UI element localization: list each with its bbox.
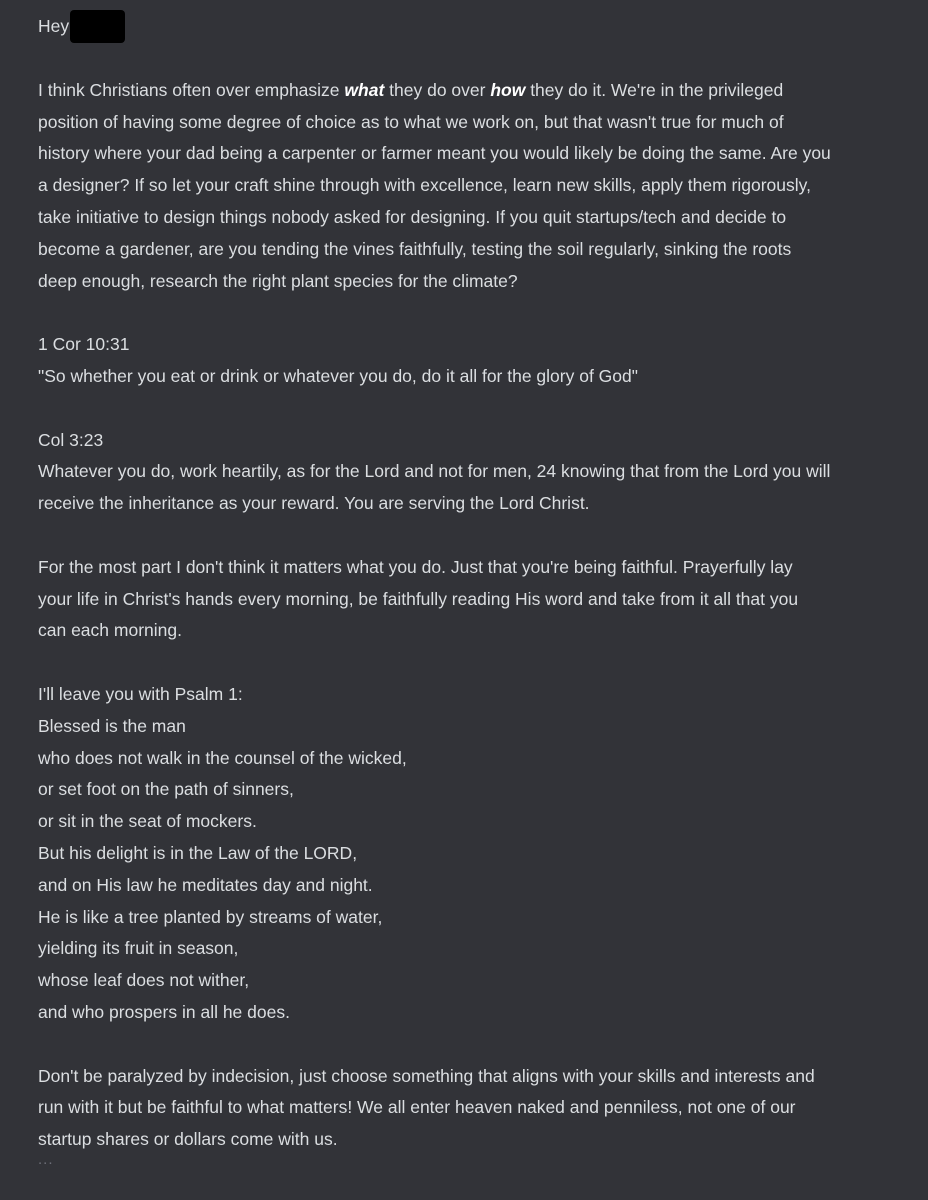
verse-text-line: receive the inheritance as your reward. You are serving the Lord Christ.	[38, 493, 590, 514]
text-segment: they do it. We're in the privileged	[525, 79, 784, 100]
greeting-text: Hey	[38, 15, 70, 36]
paragraph-line: your life in Christ's hands every morning, be faithfully reading His word and take from it all that you	[38, 588, 799, 609]
psalm-line: or set foot on the path of sinners,	[38, 779, 294, 800]
psalm-intro: I'll leave you with Psalm 1:	[38, 683, 243, 704]
paragraph-faithful	[38, 552, 898, 647]
paragraph-line: can each morning.	[38, 620, 182, 641]
verse-col	[38, 425, 898, 520]
redacted-name-box	[70, 10, 125, 43]
verse-reference: Col 3:23	[38, 429, 104, 450]
paragraph-line: take initiative to design things nobody asked for designing. If you quit startups/tech and decide to	[38, 206, 787, 227]
paragraph-line: startup shares or dollars come with us.	[38, 1129, 338, 1150]
paragraph-line: run with it but be faithful to what matters! We all enter heaven naked and penniless, not one of our	[38, 1097, 796, 1118]
psalm-line: But his delight is in the Law of the LORD,	[38, 842, 358, 863]
paragraph-craft	[38, 75, 898, 298]
text-segment: they do over	[384, 79, 491, 100]
paragraph-line: a designer? If so let your craft shine through with excellence, learn new skills, apply them rigorously,	[38, 175, 811, 196]
text-segment: I think Christians often over emphasize	[38, 79, 345, 100]
paragraph-decision	[38, 1061, 898, 1156]
psalm-1-block	[38, 679, 898, 1029]
psalm-line: He is like a tree planted by streams of water,	[38, 906, 383, 927]
psalm-line: Blessed is the man	[38, 715, 186, 736]
truncation-ellipsis[interactable]: ...	[38, 1150, 54, 1168]
psalm-line: and who prospers in all he does.	[38, 1001, 290, 1022]
emphasis-how: how	[490, 79, 526, 100]
greeting-line	[38, 10, 898, 43]
paragraph-line: For the most part I don't think it matters what you do. Just that you're being faithful. Prayerfully lay	[38, 556, 793, 577]
psalm-line: and on His law he meditates day and night.	[38, 874, 373, 895]
psalm-line: who does not walk in the counsel of the wicked,	[38, 747, 407, 768]
psalm-line: yielding its fruit in season,	[38, 938, 239, 959]
message-body	[38, 10, 898, 1170]
paragraph-line: position of having some degree of choice as to what we work on, but that wasn't true for much of	[38, 111, 784, 132]
paragraph-line: Don't be paralyzed by indecision, just choose something that aligns with your skills and interests and	[38, 1065, 815, 1086]
verse-1-cor	[38, 329, 898, 393]
verse-reference: 1 Cor 10:31	[38, 334, 130, 355]
paragraph-line	[38, 75, 898, 107]
verse-text-line: Whatever you do, work heartily, as for the Lord and not for men, 24 knowing that from the Lord you will	[38, 461, 831, 482]
paragraph-line: become a gardener, are you tending the vines faithfully, testing the soil regularly, sinking the roots	[38, 238, 792, 259]
psalm-line: or sit in the seat of mockers.	[38, 811, 257, 832]
psalm-line: whose leaf does not wither,	[38, 970, 250, 991]
paragraph-line: history where your dad being a carpenter or farmer meant you would likely be doing the same. Are you	[38, 143, 831, 164]
verse-text: "So whether you eat or drink or whatever you do, do it all for the glory of God"	[38, 365, 638, 386]
emphasis-what: what	[344, 79, 385, 100]
paragraph-line: deep enough, research the right plant species for the climate?	[38, 270, 518, 291]
